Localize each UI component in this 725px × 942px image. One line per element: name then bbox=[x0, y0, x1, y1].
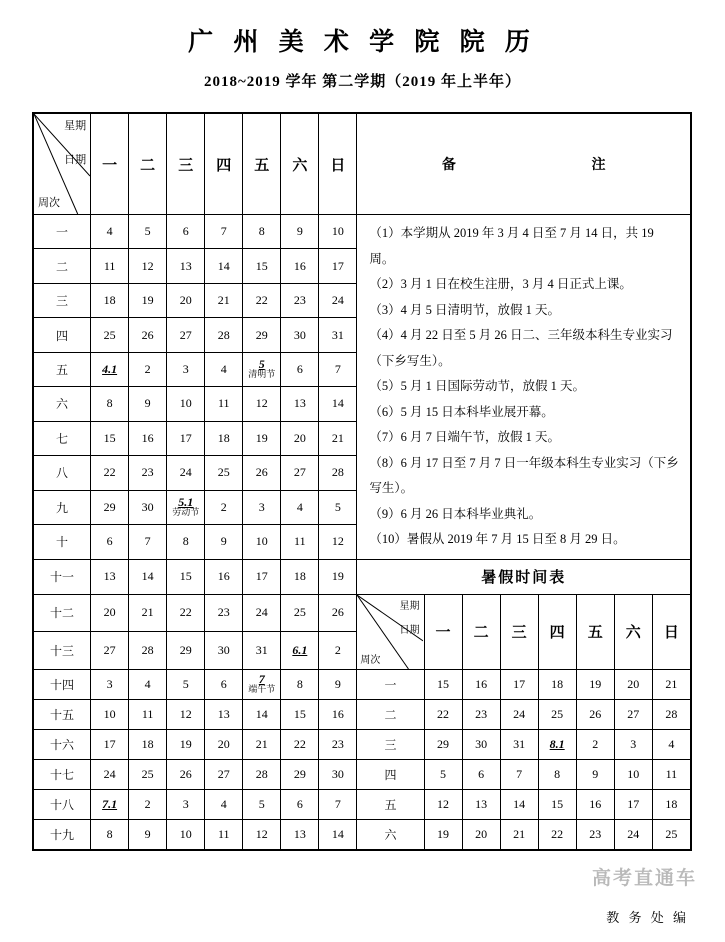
table-row bbox=[34, 729, 691, 759]
date-cell: 14 bbox=[319, 819, 357, 849]
date-cell: 5 bbox=[129, 215, 167, 249]
summer-schedule-title: 暑假时间表 bbox=[357, 559, 691, 594]
note-item-8: （8）6 月 17 日至 7 月 7 日一年级本科生专业实习（下乡写生）。 bbox=[369, 455, 679, 495]
date-cell bbox=[167, 490, 205, 524]
date-cell: 9 bbox=[281, 215, 319, 249]
date-cell: 21 bbox=[129, 594, 167, 632]
summer-date-cell: 6 bbox=[462, 759, 500, 789]
date-cell: 13 bbox=[205, 699, 243, 729]
date-cell: 5 bbox=[319, 490, 357, 524]
date-cell: 8 bbox=[91, 387, 129, 421]
month-start-date: 4.1 bbox=[102, 361, 118, 376]
summer-date-cell: 18 bbox=[652, 789, 690, 819]
date-cell: 11 bbox=[205, 819, 243, 849]
corner-label-weeknum: 周次 bbox=[38, 197, 60, 209]
date-cell: 21 bbox=[319, 421, 357, 455]
date-cell: 24 bbox=[319, 283, 357, 317]
table-row bbox=[34, 819, 691, 849]
summer-weekday-header-0: 一 bbox=[424, 594, 462, 669]
table-row bbox=[34, 669, 691, 699]
date-cell: 22 bbox=[167, 594, 205, 632]
summer-date-cell: 25 bbox=[538, 699, 576, 729]
week-number-cell: 十六 bbox=[34, 729, 91, 759]
date-cell: 21 bbox=[243, 729, 281, 759]
summer-date-cell: 16 bbox=[462, 669, 500, 699]
date-cell: 12 bbox=[319, 524, 357, 559]
date-cell: 9 bbox=[205, 524, 243, 559]
date-cell: 15 bbox=[243, 249, 281, 283]
summer-date-cell: 17 bbox=[614, 789, 652, 819]
date-cell: 3 bbox=[167, 789, 205, 819]
week-number-cell: 十二 bbox=[34, 594, 91, 632]
date-cell: 13 bbox=[167, 249, 205, 283]
date-cell: 11 bbox=[205, 387, 243, 421]
week-number-cell: 十四 bbox=[34, 669, 91, 699]
date-cell: 16 bbox=[319, 699, 357, 729]
summer-date-cell: 2 bbox=[576, 729, 614, 759]
note-item-1: （1）本学期从 2019 年 3 月 4 日至 7 月 14 日，共 19 周。 bbox=[369, 226, 654, 266]
date-cell: 28 bbox=[319, 456, 357, 490]
date-cell: 14 bbox=[129, 559, 167, 594]
date-cell: 2 bbox=[319, 632, 357, 670]
summer-date-cell bbox=[538, 729, 576, 759]
date-cell bbox=[91, 789, 129, 819]
summer-date-cell: 3 bbox=[614, 729, 652, 759]
summer-week-number-cell: 一 bbox=[357, 669, 424, 699]
note-item-5: （5）5 月 1 日国际劳动节，放假 1 天。 bbox=[369, 379, 586, 393]
date-cell: 24 bbox=[167, 456, 205, 490]
footer-credit: 教 务 处 编 bbox=[606, 910, 689, 925]
summer-date-cell: 25 bbox=[652, 819, 690, 849]
date-cell: 4 bbox=[281, 490, 319, 524]
weekday-header-5: 六 bbox=[281, 114, 319, 215]
date-cell: 4 bbox=[129, 669, 167, 699]
summer-date-cell: 27 bbox=[614, 699, 652, 729]
date-cell: 6 bbox=[91, 524, 129, 559]
date-cell: 19 bbox=[243, 421, 281, 455]
date-cell: 13 bbox=[281, 819, 319, 849]
date-cell: 28 bbox=[129, 632, 167, 670]
summer-date-cell: 17 bbox=[500, 669, 538, 699]
date-cell: 20 bbox=[205, 729, 243, 759]
date-cell: 16 bbox=[281, 249, 319, 283]
date-cell: 6 bbox=[205, 669, 243, 699]
week-number-cell: 十八 bbox=[34, 789, 91, 819]
week-number-cell: 十 bbox=[34, 524, 91, 559]
date-cell bbox=[281, 632, 319, 670]
date-cell: 19 bbox=[129, 283, 167, 317]
date-cell: 10 bbox=[243, 524, 281, 559]
date-cell: 27 bbox=[281, 456, 319, 490]
date-cell: 8 bbox=[281, 669, 319, 699]
week-number-cell: 六 bbox=[34, 387, 91, 421]
week-number-cell: 四 bbox=[34, 318, 91, 352]
date-cell: 21 bbox=[205, 283, 243, 317]
summer-date-cell: 19 bbox=[424, 819, 462, 849]
summer-weekday-header-3: 四 bbox=[538, 594, 576, 669]
table-row bbox=[34, 559, 691, 594]
summer-date-cell: 29 bbox=[424, 729, 462, 759]
weekday-header-1: 二 bbox=[129, 114, 167, 215]
date-cell: 14 bbox=[205, 249, 243, 283]
date-cell: 6 bbox=[167, 215, 205, 249]
summer-weekday-header-2: 三 bbox=[500, 594, 538, 669]
table-row bbox=[34, 215, 691, 249]
date-cell: 9 bbox=[129, 819, 167, 849]
date-cell: 19 bbox=[319, 559, 357, 594]
date-cell: 27 bbox=[91, 632, 129, 670]
summer-date-cell: 14 bbox=[500, 789, 538, 819]
date-cell: 18 bbox=[91, 283, 129, 317]
note-item-4: （4）4 月 22 日至 5 月 26 日二、三年级本科生专业实习（下乡写生）。 bbox=[369, 328, 673, 368]
date-cell: 28 bbox=[205, 318, 243, 352]
date-cell: 11 bbox=[129, 699, 167, 729]
date-cell: 18 bbox=[129, 729, 167, 759]
date-cell: 8 bbox=[91, 819, 129, 849]
summer-date-cell: 10 bbox=[614, 759, 652, 789]
summer-date-cell: 21 bbox=[500, 819, 538, 849]
corner-label-date: 日期 bbox=[399, 624, 420, 636]
date-cell: 17 bbox=[91, 729, 129, 759]
summer-date-cell: 31 bbox=[500, 729, 538, 759]
notes-header: 备 注 bbox=[357, 114, 691, 215]
date-cell: 7 bbox=[129, 524, 167, 559]
date-cell: 26 bbox=[243, 456, 281, 490]
date-cell: 8 bbox=[167, 524, 205, 559]
summer-weekday-header-1: 二 bbox=[462, 594, 500, 669]
date-cell: 10 bbox=[167, 387, 205, 421]
date-cell: 4 bbox=[205, 789, 243, 819]
date-cell: 15 bbox=[91, 421, 129, 455]
weekday-header-3: 四 bbox=[205, 114, 243, 215]
date-cell: 2 bbox=[129, 352, 167, 386]
page-subtitle: 2018~2019 学年 第二学期（2019 年上半年） bbox=[203, 74, 522, 90]
date-cell bbox=[91, 352, 129, 386]
date-cell: 16 bbox=[129, 421, 167, 455]
date-cell: 4 bbox=[91, 215, 129, 249]
week-number-cell: 十一 bbox=[34, 559, 91, 594]
date-cell: 9 bbox=[129, 387, 167, 421]
date-cell: 26 bbox=[129, 318, 167, 352]
notes-block bbox=[357, 215, 691, 560]
weekday-header-4: 五 bbox=[243, 114, 281, 215]
summer-date-cell: 4 bbox=[652, 729, 690, 759]
date-cell: 28 bbox=[243, 759, 281, 789]
date-cell: 18 bbox=[281, 559, 319, 594]
date-cell: 3 bbox=[243, 490, 281, 524]
festival-cell: 7 端午节 bbox=[248, 672, 276, 694]
date-cell: 10 bbox=[319, 215, 357, 249]
summer-week-number-cell: 六 bbox=[357, 819, 424, 849]
date-cell: 17 bbox=[243, 559, 281, 594]
summer-date-cell: 11 bbox=[652, 759, 690, 789]
date-cell: 15 bbox=[281, 699, 319, 729]
table-row bbox=[34, 699, 691, 729]
week-number-cell: 十五 bbox=[34, 699, 91, 729]
summer-date-cell: 13 bbox=[462, 789, 500, 819]
week-number-cell: 十九 bbox=[34, 819, 91, 849]
weekday-header-0: 一 bbox=[91, 114, 129, 215]
summer-date-cell: 19 bbox=[576, 669, 614, 699]
corner-label-date: 日期 bbox=[64, 154, 87, 166]
date-cell: 25 bbox=[129, 759, 167, 789]
summer-date-cell: 20 bbox=[462, 819, 500, 849]
date-cell: 19 bbox=[167, 729, 205, 759]
corner-label-weekday: 星期 bbox=[64, 120, 87, 132]
summer-weekday-header-5: 六 bbox=[614, 594, 652, 669]
date-cell bbox=[243, 669, 281, 699]
date-cell: 26 bbox=[167, 759, 205, 789]
week-number-cell: 十七 bbox=[34, 759, 91, 789]
date-cell: 22 bbox=[281, 729, 319, 759]
date-cell: 29 bbox=[167, 632, 205, 670]
note-item-10: （10）暑假从 2019 年 7 月 15 日至 8 月 29 日。 bbox=[369, 532, 626, 546]
date-cell: 25 bbox=[281, 594, 319, 632]
date-cell: 6 bbox=[281, 789, 319, 819]
summer-date-cell: 5 bbox=[424, 759, 462, 789]
date-cell: 12 bbox=[243, 387, 281, 421]
date-cell: 24 bbox=[243, 594, 281, 632]
date-cell: 17 bbox=[319, 249, 357, 283]
table-row bbox=[34, 759, 691, 789]
week-number-cell: 五 bbox=[34, 352, 91, 386]
date-cell: 7 bbox=[205, 215, 243, 249]
date-cell: 31 bbox=[319, 318, 357, 352]
date-cell: 7 bbox=[319, 352, 357, 386]
date-cell: 12 bbox=[243, 819, 281, 849]
summer-date-cell: 30 bbox=[462, 729, 500, 759]
week-number-cell: 十三 bbox=[34, 632, 91, 670]
summer-date-cell: 16 bbox=[576, 789, 614, 819]
corner-header-cell bbox=[357, 594, 424, 669]
week-number-cell: 二 bbox=[34, 249, 91, 283]
summer-date-cell: 21 bbox=[652, 669, 690, 699]
page-title: 广 州 美 术 学 院 院 历 bbox=[188, 29, 537, 56]
date-cell: 27 bbox=[167, 318, 205, 352]
date-cell: 23 bbox=[205, 594, 243, 632]
week-number-cell: 九 bbox=[34, 490, 91, 524]
summer-date-cell: 15 bbox=[424, 669, 462, 699]
date-cell: 10 bbox=[91, 699, 129, 729]
date-cell: 3 bbox=[91, 669, 129, 699]
date-cell: 15 bbox=[167, 559, 205, 594]
festival-cell: 5.1 劳动节 bbox=[172, 495, 200, 518]
note-item-7: （7）6 月 7 日端午节，放假 1 天。 bbox=[369, 430, 561, 444]
date-cell: 24 bbox=[91, 759, 129, 789]
date-cell: 20 bbox=[167, 283, 205, 317]
date-cell: 6 bbox=[281, 352, 319, 386]
summer-week-number-cell: 三 bbox=[357, 729, 424, 759]
summer-date-cell: 9 bbox=[576, 759, 614, 789]
week-number-cell: 三 bbox=[34, 283, 91, 317]
date-cell: 3 bbox=[167, 352, 205, 386]
date-cell: 26 bbox=[319, 594, 357, 632]
summer-date-cell: 22 bbox=[424, 699, 462, 729]
date-cell bbox=[243, 352, 281, 386]
date-cell: 30 bbox=[205, 632, 243, 670]
summer-date-cell: 20 bbox=[614, 669, 652, 699]
date-cell: 29 bbox=[243, 318, 281, 352]
date-cell: 9 bbox=[319, 669, 357, 699]
date-cell: 12 bbox=[167, 699, 205, 729]
date-cell: 22 bbox=[243, 283, 281, 317]
month-start-date: 8.1 bbox=[549, 736, 565, 751]
summer-week-number-cell: 四 bbox=[357, 759, 424, 789]
corner-label-weekday: 星期 bbox=[399, 600, 420, 612]
summer-date-cell: 26 bbox=[576, 699, 614, 729]
date-cell: 5 bbox=[167, 669, 205, 699]
date-cell: 23 bbox=[281, 283, 319, 317]
date-cell: 29 bbox=[281, 759, 319, 789]
summer-date-cell: 23 bbox=[576, 819, 614, 849]
table-row bbox=[34, 594, 691, 632]
summer-weekday-header-4: 五 bbox=[576, 594, 614, 669]
summer-date-cell: 7 bbox=[500, 759, 538, 789]
date-cell: 22 bbox=[91, 456, 129, 490]
date-cell: 20 bbox=[281, 421, 319, 455]
watermark: 高考直通车 bbox=[591, 868, 697, 889]
date-cell: 29 bbox=[91, 490, 129, 524]
date-cell: 7 bbox=[319, 789, 357, 819]
date-cell: 18 bbox=[205, 421, 243, 455]
date-cell: 12 bbox=[129, 249, 167, 283]
corner-label-weeknum: 周次 bbox=[360, 654, 381, 666]
summer-date-cell: 15 bbox=[538, 789, 576, 819]
summer-date-cell: 23 bbox=[462, 699, 500, 729]
main-calendar-table bbox=[33, 113, 691, 850]
weekday-header-6: 日 bbox=[319, 114, 357, 215]
summer-week-number-cell: 五 bbox=[357, 789, 424, 819]
date-cell: 30 bbox=[319, 759, 357, 789]
date-cell: 14 bbox=[319, 387, 357, 421]
summer-date-cell: 18 bbox=[538, 669, 576, 699]
date-cell: 20 bbox=[91, 594, 129, 632]
date-cell: 4 bbox=[205, 352, 243, 386]
date-cell: 5 bbox=[243, 789, 281, 819]
table-row bbox=[34, 789, 691, 819]
date-cell: 8 bbox=[243, 215, 281, 249]
calendar-sheet bbox=[32, 112, 692, 851]
summer-date-cell: 24 bbox=[614, 819, 652, 849]
week-number-cell: 一 bbox=[34, 215, 91, 249]
date-cell: 16 bbox=[205, 559, 243, 594]
date-cell: 31 bbox=[243, 632, 281, 670]
summer-weekday-header-6: 日 bbox=[652, 594, 690, 669]
summer-date-cell: 12 bbox=[424, 789, 462, 819]
date-cell: 25 bbox=[205, 456, 243, 490]
month-start-date: 7.1 bbox=[102, 796, 118, 811]
date-cell: 13 bbox=[281, 387, 319, 421]
week-number-cell: 八 bbox=[34, 456, 91, 490]
week-number-cell: 七 bbox=[34, 421, 91, 455]
date-cell: 2 bbox=[129, 789, 167, 819]
summer-date-cell: 28 bbox=[652, 699, 690, 729]
date-cell: 10 bbox=[167, 819, 205, 849]
date-cell: 30 bbox=[129, 490, 167, 524]
date-cell: 11 bbox=[91, 249, 129, 283]
month-start-date: 6.1 bbox=[292, 642, 308, 657]
summer-date-cell: 8 bbox=[538, 759, 576, 789]
date-cell: 27 bbox=[205, 759, 243, 789]
date-cell: 2 bbox=[205, 490, 243, 524]
date-cell: 23 bbox=[129, 456, 167, 490]
note-item-9: （9）6 月 26 日本科毕业典礼。 bbox=[369, 506, 542, 521]
weekday-header-2: 三 bbox=[167, 114, 205, 215]
summer-week-number-cell: 二 bbox=[357, 699, 424, 729]
corner-header-cell bbox=[34, 114, 91, 215]
note-item-3: （3）4 月 5 日清明节，放假 1 天。 bbox=[369, 302, 561, 317]
festival-cell: 5 清明节 bbox=[248, 357, 276, 380]
date-cell: 14 bbox=[243, 699, 281, 729]
summer-date-cell: 22 bbox=[538, 819, 576, 849]
date-cell: 11 bbox=[281, 524, 319, 559]
note-item-2: （2）3 月 1 日在校生注册，3 月 4 日正式上课。 bbox=[369, 277, 632, 291]
summer-date-cell: 24 bbox=[500, 699, 538, 729]
date-cell: 25 bbox=[91, 318, 129, 352]
date-cell: 13 bbox=[91, 559, 129, 594]
note-item-6: （6）5 月 15 日本科毕业展开幕。 bbox=[369, 404, 554, 419]
date-cell: 30 bbox=[281, 318, 319, 352]
date-cell: 17 bbox=[167, 421, 205, 455]
date-cell: 23 bbox=[319, 729, 357, 759]
